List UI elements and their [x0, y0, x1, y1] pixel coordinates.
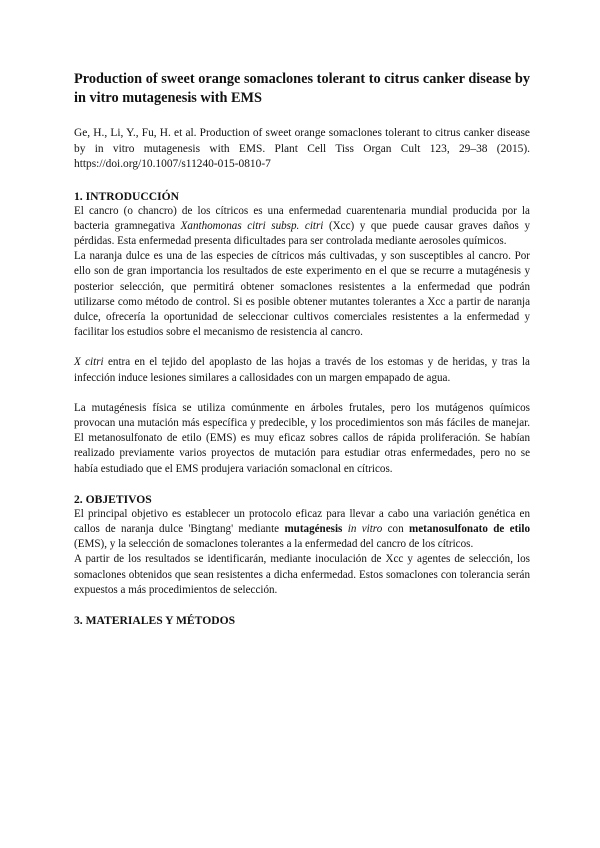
species-name: Xanthomonas citri subsp. citri — [180, 219, 324, 232]
section-materiales-metodos — [74, 613, 530, 628]
section-heading-materiales-metodos: 3. MATERIALES Y MÉTODOS — [74, 613, 236, 627]
intro-paragraph-2: La naranja dulce es una de las especies de cítricos más cultivadas, y son susceptibles al cancro. Por ello son de gran importancia los resultados de este experimento en el que se recurre a mutagénesis y posterior selección, que permitirá obtener somaclones resistentes a la enfermedad que podrán utilizarse como método de control. Si es posible obtener mutantes tolerantes a Xcc a partir de naranja dulce, ofrecería la oportunidad de seleccionar cultivos comerciales resistentes a la enfermedad y facilitar los estudios sobre el mecanismo de resistencia al cancro. — [74, 250, 530, 339]
intro-paragraph-1: El cancro (o chancro) de los cítricos es una enfermedad cuarentenaria mundial producida por la bacteria gramnegativa Xanthomonas citri subsp. citri (Xcc) y que puede causar graves daños y pérdidas. Esta enfermedad presenta dificultades para ser controlada mediante aerosoles químicos. — [74, 204, 530, 247]
document-title: Production of sweet orange somaclones tolerant to citrus canker disease by in vitro mutagenesis with EMS — [74, 71, 530, 106]
objectives-paragraph-1: El principal objetivo es establecer un protocolo eficaz para llevar a cabo una variación genética en callos de naranja dulce 'Bingtang' mediante mutagénesis in vitro con metanosulfonato de etilo (EMS), y la selección de somaclones tolerantes a la enfermedad del cancro de los cítricos. — [74, 507, 530, 551]
section-introduccion — [74, 189, 530, 477]
section-objetivos — [74, 492, 530, 598]
section-heading-introduccion: 1. INTRODUCCIÓN — [74, 189, 179, 203]
section-heading-objetivos: 2. OBJETIVOS — [74, 492, 152, 506]
intro-paragraph-4: La mutagénesis física se utiliza comúnmente en árboles frutales, pero los mutágenos químicos provocan una mutación más específica y predecible, y los procedimientos son más fáciles de manejar. El metanosulfonato de etilo (EMS) es muy eficaz sobres callos de rápida proliferación. Se habían realizado previamente varios proyectos de mutación para estudiar otras enfermedades, pero no se había estudiado que el EMS produjera variación somaclonal en cítricos. — [74, 401, 530, 475]
intro-paragraph-3: X citri entra en el tejido del apoplasto de las hojas a través de los estomas y de heridas, y tras la infección induce lesiones similares a callosidades con un margen empapado de agua. — [74, 356, 530, 384]
objectives-paragraph-2: A partir de los resultados se identificarán, mediante inoculación de Xcc y agentes de selección, los somaclones obtenidos que sean resistentes a dicha enfermedad. Estos somaclones con tolerancia serán expuestos a más procedimientos de selección. — [74, 553, 530, 596]
species-name: X citri — [74, 356, 104, 369]
citation: Ge, H., Li, Y., Fu, H. et al. Production of sweet orange somaclones tolerant to citrus canker disease by in vitro mutagenesis with EMS. Plant Cell Tiss Organ Cult 123, 29–38 (2015). https://doi.org/10.1007/s11240-015-0810-7 — [74, 127, 530, 170]
document-page — [74, 70, 530, 643]
